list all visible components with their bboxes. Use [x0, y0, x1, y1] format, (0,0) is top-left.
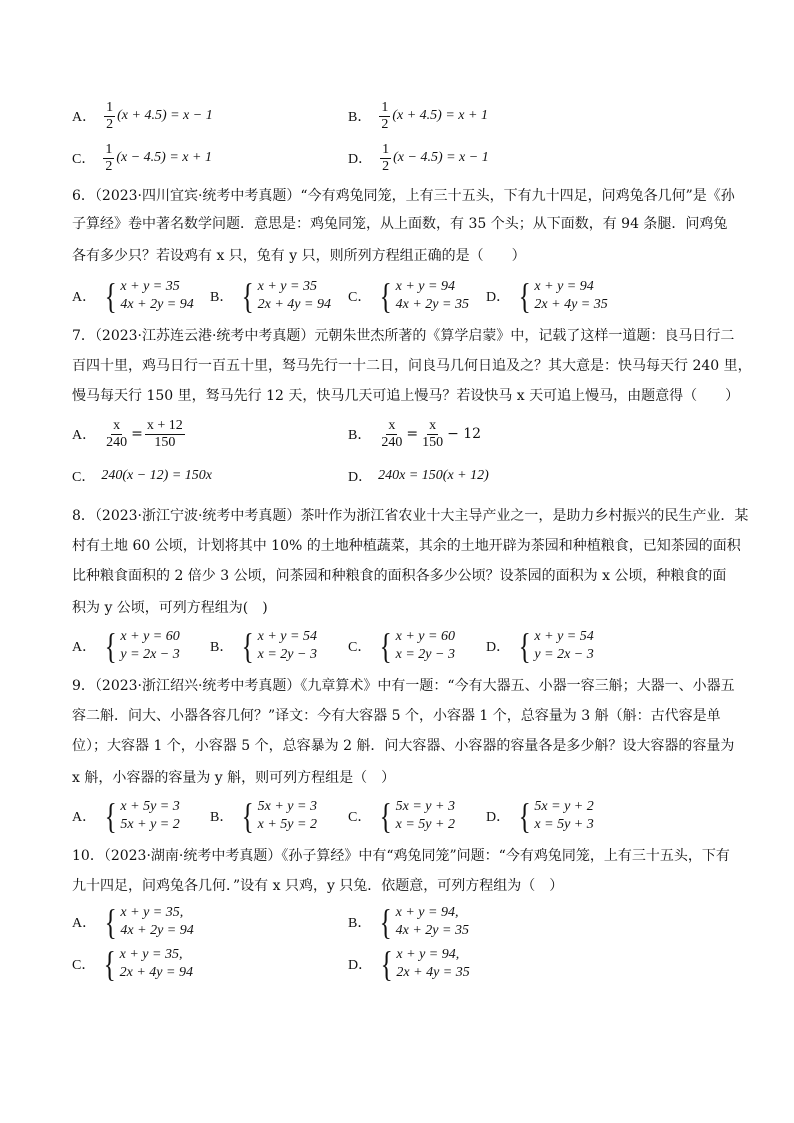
- equation-system: { 5x + y = 3 x + 5y = 2: [241, 796, 317, 836]
- q9-stem-line1: 9．（2023·浙江绍兴·统考中考真题）《九章算术》中有一题：“今有大器五、小器一容三斛；大器一、小器五: [72, 678, 735, 694]
- option-label: A．: [72, 640, 97, 655]
- q8-option-b: [210, 626, 317, 666]
- fraction: $\frac{1}{2}$: [381, 99, 389, 132]
- q6-stem-line2: 子算经》卷中著名数学问题．意思是：鸡兔同笼，从上面数，有 35 个头；从下面数，有 94 条腿．问鸡兔: [72, 216, 728, 232]
- equation-system: { x + y = 94, 4x + 2y = 35: [379, 902, 469, 942]
- q9-option-d: [486, 796, 594, 836]
- q6-stem-line1: 6．（2023·四川宜宾·统考中考真题）“今有鸡兔同笼，上有三十五头，下有九十四足，问鸡兔各几何”是《孙: [72, 188, 735, 204]
- equation: 240x = 150(x + 12): [378, 468, 489, 483]
- q7-stem-line1: 7．（2023·江苏连云港·统考中考真题）元朝朱世杰所著的《算学启蒙》中，记载了这样一道题：良马日行二: [72, 328, 735, 344]
- option-label: B．: [348, 916, 372, 931]
- option-label: C．: [72, 152, 96, 167]
- equation-system: { x + y = 60 y = 2x − 3: [104, 626, 180, 666]
- option-label: C．: [348, 810, 372, 825]
- q8-stem-line1: 8．（2023·浙江宁波·统考中考真题）茶叶作为浙江省农业十大主导产业之一，是助力乡村振兴的民生产业．某: [72, 508, 749, 524]
- option-label: D．: [486, 640, 511, 655]
- equation-system: { 5x = y + 2 x = 5y + 3: [518, 796, 594, 836]
- option-label: A．: [72, 810, 97, 825]
- equation-system: { x + y = 94 2x + 4y = 35: [518, 276, 608, 316]
- equation: (x + 4.5) = x − 1: [117, 108, 213, 123]
- equation: (x + 4.5) = x + 1: [392, 108, 488, 123]
- q7-option-d: [348, 456, 489, 496]
- q7-option-c: [72, 456, 212, 496]
- q10-stem-line2: 九十四足，问鸡兔各几何．”设有 x 只鸡，y 只兔．依题意，可列方程组为（ ）: [72, 878, 564, 894]
- option-label: B．: [210, 640, 234, 655]
- option-label: D．: [348, 958, 373, 973]
- equation-system: { x + 5y = 3 5x + y = 2: [104, 796, 180, 836]
- equals-sign: =: [406, 426, 419, 442]
- option-label: D．: [486, 810, 511, 825]
- equation-system: { x + y = 54 y = 2x − 3: [518, 626, 594, 666]
- q8-stem-line3: 比种粮食面积的 2 倍少 3 公顷，问茶园和种粮食的面积各多少公顷？设茶园的面积为 x 公顷，种粮食的面: [72, 568, 727, 584]
- option-label: A．: [72, 428, 97, 443]
- equation-system: { x + y = 94, 2x + 4y = 35: [380, 944, 470, 984]
- option-label: A．: [72, 110, 97, 125]
- equation-system: { 5x = y + 3 x = 5y + 2: [379, 796, 455, 836]
- q9-stem-line4: x 斛，小容器的容量为 y 斛，则可列方程组是（ ）: [72, 770, 396, 786]
- q8-stem-line2: 村有土地 60 公顷，计划将其中 10% 的土地种植蔬菜，其余的土地开辟为茶园和种植粮食，已知茶园的面积: [72, 538, 741, 554]
- q10-option-d: [348, 944, 470, 984]
- equation-system: { x + y = 35, 2x + 4y = 94: [103, 944, 193, 984]
- equation-system: { x + y = 54 x = 2y − 3: [241, 626, 317, 666]
- q5-option-a: [72, 96, 213, 136]
- q7-option-b: [348, 414, 481, 454]
- option-label: D．: [348, 470, 373, 485]
- fraction: $\frac{x}{240}$: [106, 417, 128, 450]
- equation-system: { x + y = 35 4x + 2y = 94: [104, 276, 194, 316]
- q9-option-c: [348, 796, 455, 836]
- q6-option-d: [486, 276, 608, 316]
- q10-option-a: [72, 902, 194, 942]
- q8-option-d: [486, 626, 594, 666]
- fraction: $\frac{1}{2}$: [382, 141, 390, 174]
- equation: (x − 4.5) = x + 1: [116, 150, 212, 165]
- option-label: A．: [72, 290, 97, 305]
- q7-option-a: [72, 414, 187, 454]
- fraction: $\frac{1}{2}$: [105, 141, 113, 174]
- q7-stem-line3: 慢马每天行 150 里，驽马先行 12 天，快马几天可追上慢马？若设快马 x 天可追上慢马，由题意得（ ）: [72, 388, 740, 404]
- equation-system: { x + y = 94 4x + 2y = 35: [379, 276, 469, 316]
- q5-option-b: [348, 96, 488, 136]
- option-label: D．: [486, 290, 511, 305]
- q9-stem-line2: 容二斛．问大、小器各容几何？”译文：今有大容器 5 个，小容器 1 个，总容量为 3 斛（斛：古代容是单: [72, 708, 721, 724]
- q6-option-b: [210, 276, 331, 316]
- q6-stem-line3: 各有多少只？若设鸡有 x 只，兔有 y 只，则所列方程组正确的是（ ）: [72, 248, 526, 264]
- q8-option-a: [72, 626, 180, 666]
- option-label: A．: [72, 916, 97, 931]
- q7-stem-line2: 百四十里，鸡马日行一百五十里，驽马先行一十二日，问良马几何日追及之？其大意是：快马每天行 240 里，: [72, 358, 752, 374]
- q9-stem-line3: 位）；大容器 1 个，小容器 5 个，总容暴为 2 斛．问大容器、小容器的容量各是多少斛？设大容器的容量为: [72, 738, 735, 754]
- option-label: C．: [72, 470, 96, 485]
- q10-stem-line1: 10．（2023·湖南·统考中考真题）《孙子算经》中有“鸡兔同笼”问题：“今有鸡兔同笼，上有三十五头，下有: [72, 848, 730, 864]
- option-label: C．: [348, 640, 372, 655]
- q9-option-a: [72, 796, 180, 836]
- option-label: B．: [348, 428, 372, 443]
- option-label: B．: [348, 110, 372, 125]
- q5-option-c: [72, 138, 212, 178]
- q8-stem-line4: 积为 y 公顷，可列方程组为( ): [72, 600, 268, 616]
- equals-sign: =: [131, 426, 143, 442]
- fraction: $\frac{x + 12}{150}$: [146, 417, 183, 450]
- q6-option-a: [72, 276, 194, 316]
- equation-tail: − 12: [447, 426, 482, 442]
- option-label: B．: [210, 810, 234, 825]
- equation: 240(x − 12) = 150x: [101, 468, 212, 483]
- equation-system: { x + y = 60 x = 2y − 3: [379, 626, 455, 666]
- q9-option-b: [210, 796, 317, 836]
- q10-option-b: [348, 902, 469, 942]
- option-label: C．: [72, 958, 96, 973]
- q8-option-c: [348, 626, 455, 666]
- fraction: $\frac{x}{240}$: [381, 417, 403, 450]
- q5-option-d: [348, 138, 489, 178]
- equation: (x − 4.5) = x − 1: [393, 150, 489, 165]
- equation-system: { x + y = 35, 4x + 2y = 94: [104, 902, 194, 942]
- fraction: $\frac{x}{150}$: [422, 417, 444, 450]
- option-label: D．: [348, 152, 373, 167]
- equation-system: { x + y = 35 2x + 4y = 94: [241, 276, 331, 316]
- q6-option-c: [348, 276, 469, 316]
- option-label: C．: [348, 290, 372, 305]
- q10-option-c: [72, 944, 193, 984]
- option-label: B．: [210, 290, 234, 305]
- fraction: $\frac{1}{2}$: [106, 99, 114, 132]
